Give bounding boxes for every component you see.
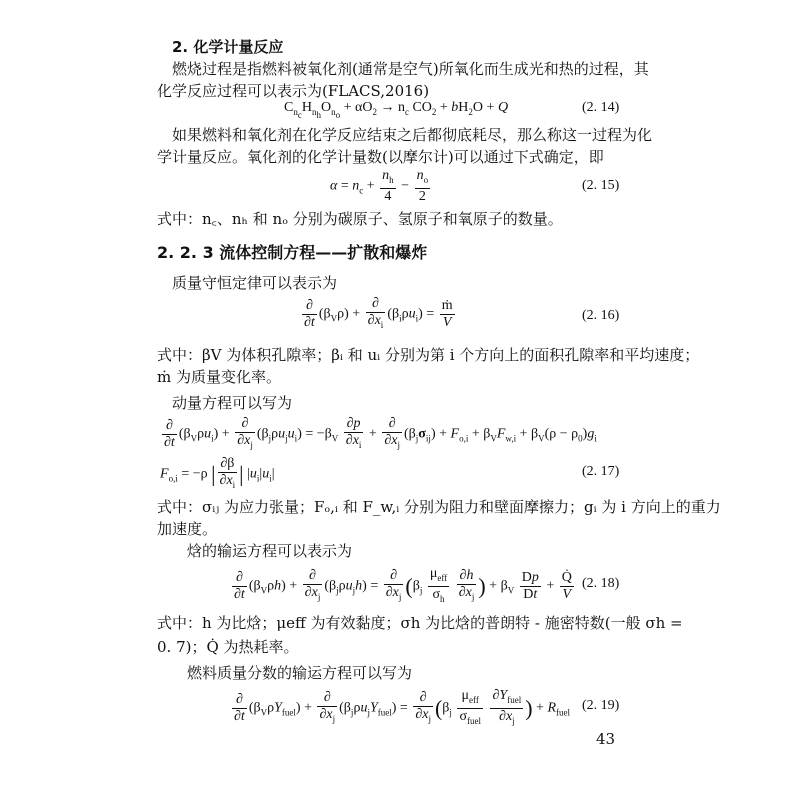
equation-number: (2. 18) bbox=[582, 576, 620, 591]
equation-number: (2. 16) bbox=[582, 308, 620, 323]
equation-2-19: $\frac{\partial}{\partial t}$ $(\beta_V\rho Y_{fuel})$ + $\frac{\partial}{\partial x_j}$ $(\beta_j\rho u_jY_{fuel})$ = $\frac{\partial}{\partial x_j}$ ($\beta_j$ $\frac{\mu_{eff}}{\sigma_{fuel}}$ $\frac{\partial Y_{fuel}}{\partial x_j}$ ) + $R_{fuel}$ bbox=[234, 688, 570, 726]
equation-number: (2. 17) bbox=[582, 464, 620, 479]
paragraph-line: ṁ 为质量变化率。 bbox=[157, 368, 281, 386]
equation-2-15: $\alpha = n_c$ + $\frac{n_h}{4}$ − $\frac{n_o}{2}$ bbox=[330, 168, 429, 204]
equation-number: (2. 15) bbox=[582, 178, 620, 193]
paragraph-line: 加速度。 bbox=[157, 520, 218, 538]
paragraph-line: 化学反应过程可以表示为(FLACS,2016) bbox=[157, 82, 430, 100]
equation-2-17-line1: $\frac{\partial}{\partial t}$ $(\beta_V\rho u_i)$ + $\frac{\partial}{\partial x_j}$ $(\beta_j\rho u_ju_i) = -\beta_V$ $\frac{\partial p}{\partial x_i}$ + $\frac{\partial}{\partial x_j}$ $(\beta_j\sigma_{ij}) + F_{o,i} + \beta_VF_{w,i} + \beta_V(\rho - \rho_0)g_i$ bbox=[164, 416, 597, 450]
paragraph-line: 式中：βV 为体积孔隙率；βᵢ 和 uᵢ 分别为第 i 个方向上的面积孔隙率和平均速度； bbox=[157, 346, 700, 364]
paragraph-line: 学计量反应。氧化剂的化学计量数(以摩尔计)可以通过下式确定，即 bbox=[157, 148, 604, 166]
equation-2-16: $\frac{\partial}{\partial t}$ $(\beta_V\rho)$ + $\frac{\partial}{\partial x_i}$ $(\beta_i\rho u_i)$ = $\frac{\text{ṁ}}{V}$ bbox=[304, 296, 453, 330]
equation-2-17-line2: $F_{o,i} = -\rho$ | $\frac{\partial\beta}{\partial x_i}$ | $|u_i|u_i|$ bbox=[160, 456, 275, 490]
paragraph-line: 0. 7)；Q̇ 为热耗率。 bbox=[157, 638, 299, 656]
paragraph-line: 式中：h 为比焓；μeff 为有效黏度；σh 为比焓的普朗特 - 施密特数(一般 σh = bbox=[157, 614, 683, 632]
section-heading-fluid-equations: 2. 2. 3 流体控制方程——扩散和爆炸 bbox=[157, 243, 428, 262]
page-number: 43 bbox=[596, 730, 616, 748]
paragraph-line: 动量方程可以写为 bbox=[172, 394, 293, 412]
paragraph-line: 燃料质量分数的输运方程可以写为 bbox=[187, 664, 413, 682]
equation-2-14: $C_{n_c}H_{n_h}O_{n_o} + \alpha O_2 \to n_c$ $CO_2 + bH_2O + Q$ bbox=[284, 100, 509, 120]
paragraph-line: 如果燃料和氧化剂在化学反应结束之后都彻底耗尽，那么称这一过程为化 bbox=[172, 126, 653, 144]
equation-number: (2. 19) bbox=[582, 698, 620, 713]
paragraph-line: 质量守恒定律可以表示为 bbox=[172, 274, 338, 292]
paragraph-line: 式中：σᵢⱼ 为应力张量；Fₒ,ᵢ 和 F_w,ᵢ 分别为阻力和壁面摩擦力；gᵢ 为 i 方向上的重力 bbox=[157, 498, 721, 516]
section-heading-stoichiometric: 2. 化学计量反应 bbox=[172, 38, 284, 56]
paragraph-line: 燃烧过程是指燃料被氧化剂(通常是空气)所氧化而生成光和热的过程，其 bbox=[172, 60, 649, 78]
equation-2-18: $\frac{\partial}{\partial t}$ $(\beta_V\rho h)$ + $\frac{\partial}{\partial x_j}$ $(\beta_j\rho u_jh)$ = $\frac{\partial}{\partial x_j}$ ($\beta_j$ $\frac{\mu_{eff}}{\sigma_h}$ $\frac{\partial h}{\partial x_j}$ ) + $\beta_V$ $\frac{Dp}{Dt}$ + $\frac{Q̇}{V}$ bbox=[234, 566, 572, 604]
paragraph-line: 式中：n꜀、nₕ 和 nₒ 分别为碳原子、氢原子和氧原子的数量。 bbox=[157, 210, 563, 228]
equation-number: (2. 14) bbox=[582, 100, 620, 115]
paragraph-line: 焓的输运方程可以表示为 bbox=[187, 542, 353, 560]
